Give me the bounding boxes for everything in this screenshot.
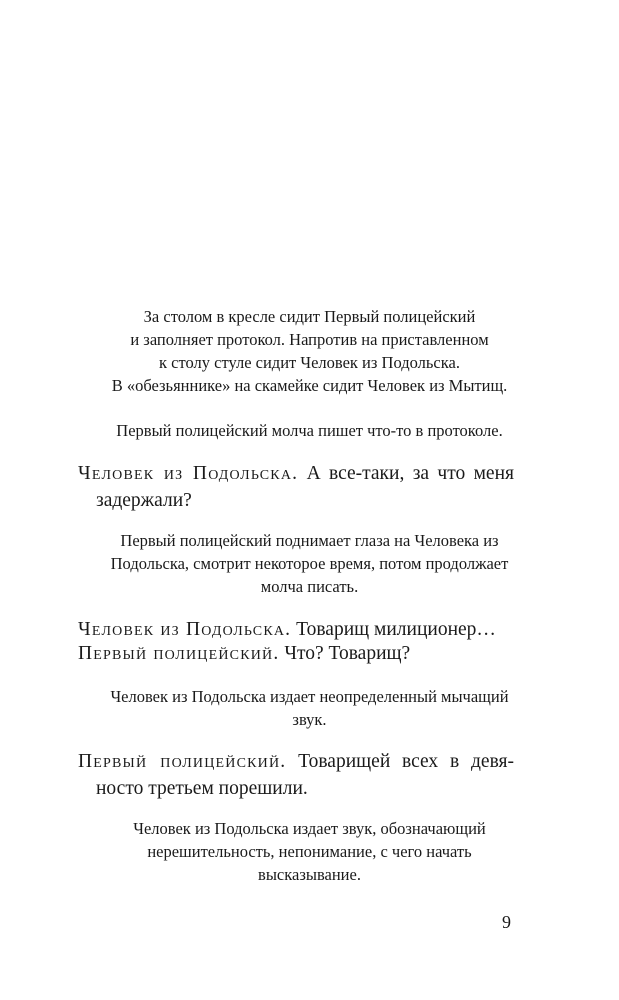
dialogue-line <box>78 616 514 643</box>
stage-direction-line: Человек из Подольска издает неопределенный мычащий <box>110 687 509 706</box>
stage-direction-line: В «обезьяннике» на скамейке сидит Человек из Мытищ. <box>111 376 508 395</box>
stage-direction-line: высказывание. <box>258 865 361 884</box>
stage-direction-line: и заполняет протокол. Напротив на приставленном <box>130 330 489 349</box>
dialogue-text: Что? Товарищ? <box>279 643 411 664</box>
dialogue-podolsk-1 <box>78 460 514 514</box>
speaker-name: Первый полицейский. <box>78 643 280 664</box>
dialogue-policeman-1 <box>78 640 514 667</box>
stage-direction-sound <box>80 817 539 886</box>
speaker-name: Первый полицейский. <box>78 751 287 772</box>
stage-direction-line: Первый полицейский поднимает глаза на Человека из <box>120 531 499 550</box>
stage-direction-looks-up <box>80 529 539 598</box>
stage-direction-line: Человек из Подольска издает звук, обозначающий <box>133 819 486 838</box>
stage-direction-line: нерешительность, непонимание, с чего начать <box>147 842 472 861</box>
stage-direction-line: За столом в кресле сидит Первый полицейский <box>143 307 476 326</box>
dialogue-line <box>78 748 514 775</box>
stage-direction-line: к столу стуле сидит Человек из Подольска. <box>159 353 460 372</box>
dialogue-policeman-2 <box>78 748 514 802</box>
stage-direction-writing <box>80 419 539 442</box>
dialogue-line <box>78 640 514 667</box>
page-number: 9 <box>502 912 511 932</box>
dialogue-text: Товарищ милиционер… <box>291 619 496 640</box>
stage-direction-opening <box>80 305 539 397</box>
dialogue-podolsk-2 <box>78 616 514 643</box>
stage-direction-line: Подольска, смотрит некоторое время, потом продолжает <box>110 554 509 573</box>
stage-direction-line: звук. <box>292 710 327 729</box>
stage-direction-line: молча писать. <box>260 577 359 596</box>
speaker-name: Человек из Подольска. <box>78 463 299 484</box>
dialogue-text: Товарищей всех в девя- <box>286 751 514 772</box>
dialogue-text: носто третьем порешили. <box>96 778 308 799</box>
stage-direction-line: Первый полицейский молча пишет что-то в протоколе. <box>116 421 503 440</box>
dialogue-line <box>78 460 514 487</box>
stage-direction-mooing <box>80 685 539 731</box>
dialogue-text: задержали? <box>96 490 192 511</box>
dialogue-text: А все-таки, за что меня <box>298 463 514 484</box>
speaker-name: Человек из Подольска. <box>78 619 292 640</box>
